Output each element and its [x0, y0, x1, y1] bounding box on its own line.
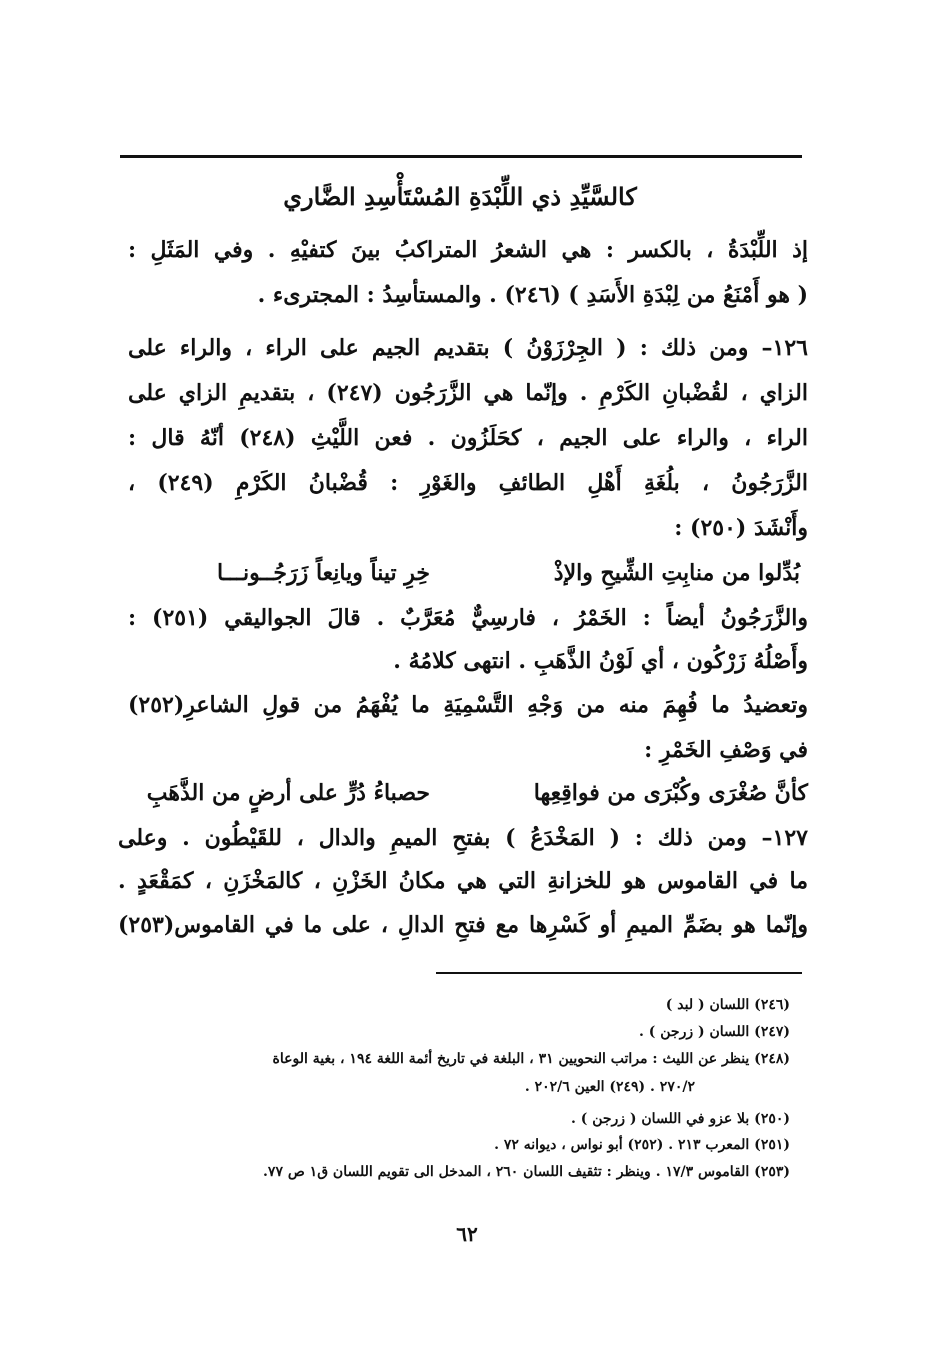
verse-continuation: كالسَّيِّدِ ذي اللِّبْدَةِ المُسْتَأْسِدِ الضَّاري [283, 182, 637, 211]
body-line: ( هو أَمْنَعُ من لِبْدَةِ الأَسَدِ ) (٢٤٦) . والمستأسِدُ : المجترىء . [257, 282, 808, 308]
footnote: (٢٥٣) القاموس ١٧/٣ . وينظر : تثقيف اللسان ٢٦٠ ، المدخل الى تقويم اللسان ق١ ص ٧٧. [263, 1164, 790, 1180]
footnote: ٢٧٠/٢ . (٢٤٩) العين ٢٠٢/٦ . [524, 1079, 695, 1095]
footnote: (٢٥٠) بلا عزو في اللسان ( زرجن ) . [570, 1111, 790, 1127]
footnote: (٢٥١) المعرب ٢١٣ . (٢٥٢) أبو نواس ، ديوانه ٧٢ . [494, 1137, 790, 1153]
body-line: وأَنْشَدَ (٢٥٠) : [674, 515, 808, 541]
body-line: الراء ، والراء على الجيم ، كحَلَزُون . فعن اللَّيْثِ (٢٤٨) أنّهُ قال : [128, 425, 808, 451]
body-line: والزَّرَجُونُ أيضاً : الخَمْرُ ، فارسِيٌّ مُعَرَّبٌ . قالَ الجواليقي (٢٥١) : [128, 605, 808, 631]
body-line: في وَصْفِ الخَمْرِ : [644, 737, 808, 763]
page-number: ٦٢ [456, 1222, 478, 1246]
body-line: الزَّرَجُونُ ، بلُغَةِ أَهْلِ الطائفِ والغَوْرِ : قُضْبانُ الكَرْمِ (٢٤٩) ، [128, 470, 808, 496]
verse-hemistich-right: كأنَّ صُغْرَى وكُبْرَى من فواقِعِها [533, 780, 808, 806]
body-line: إذ اللِّبْدَةُ ، بالكسر : هي الشعرُ المتراكبُ بينَ كتفيْهِ . وفي المَثَلِ : [128, 237, 808, 263]
body-line: وتعضيدُ ما فُهِمَ منه من وَجْهِ التَّسْمِيَةِ ما يُفْهَمُ من قولِ الشاعرِ(٢٥٢) [128, 692, 808, 718]
body-line: ١٢٧– ومن ذلك : ( المَخْدَعُ ) بفتحِ الميمِ والدال ، للقَيْطُون . وعلى [118, 825, 808, 851]
body-line: ما في القاموس هو للخزانةِ التي هي مكانُ الخَزْنِ ، كالمَخْزَنِ ، كمَقْعَدٍ . [118, 868, 808, 894]
footnote: (٢٤٧) اللسان ( زرجن ) . [639, 1024, 790, 1040]
verse-hemistich-right: بُدِّلوا من منابِتِ الشِّيحِ والإذْ [553, 560, 800, 586]
footnote: (٢٤٦) اللسان ( لبد ) [665, 997, 790, 1013]
body-line: وإنّما هو بضَمِّ الميمِ أو كَسْرِها مع فتحِ الدالِ ، على ما في القاموس(٢٥٣) [118, 912, 808, 938]
body-line: ١٢٦– ومن ذلك : ( الجِرْزَوْنُ ) بتقديم الجيم على الراء ، والراء على [128, 335, 808, 361]
body-line: الزاي ، لقُضْبانِ الكَرْمِ . وإنّما هي الزَّرَجُون (٢٤٧) ، بتقديمِ الزاي على [128, 380, 808, 406]
verse-hemistich-left: خِرِ تيناً ويانِعاً زَرَجُــونـــا [217, 560, 430, 586]
footnote: (٢٤٨) ينظر عن الليث : مراتب النحويين ٣١ ، البلغة في تاريخ أئمة اللغة ١٩٤ ، بغية الوعاة [272, 1051, 790, 1067]
body-line: وأَصْلُهُ زَرْكُون ، أي لَوْنُ الذَّهَبِ . انتهى كلامُهُ . [393, 648, 808, 674]
top-rule [120, 155, 802, 158]
verse-hemistich-left: حصباءُ دُرٍّ على أرضٍ من الذَّهَبِ [146, 780, 430, 806]
footnote-rule [436, 972, 802, 974]
